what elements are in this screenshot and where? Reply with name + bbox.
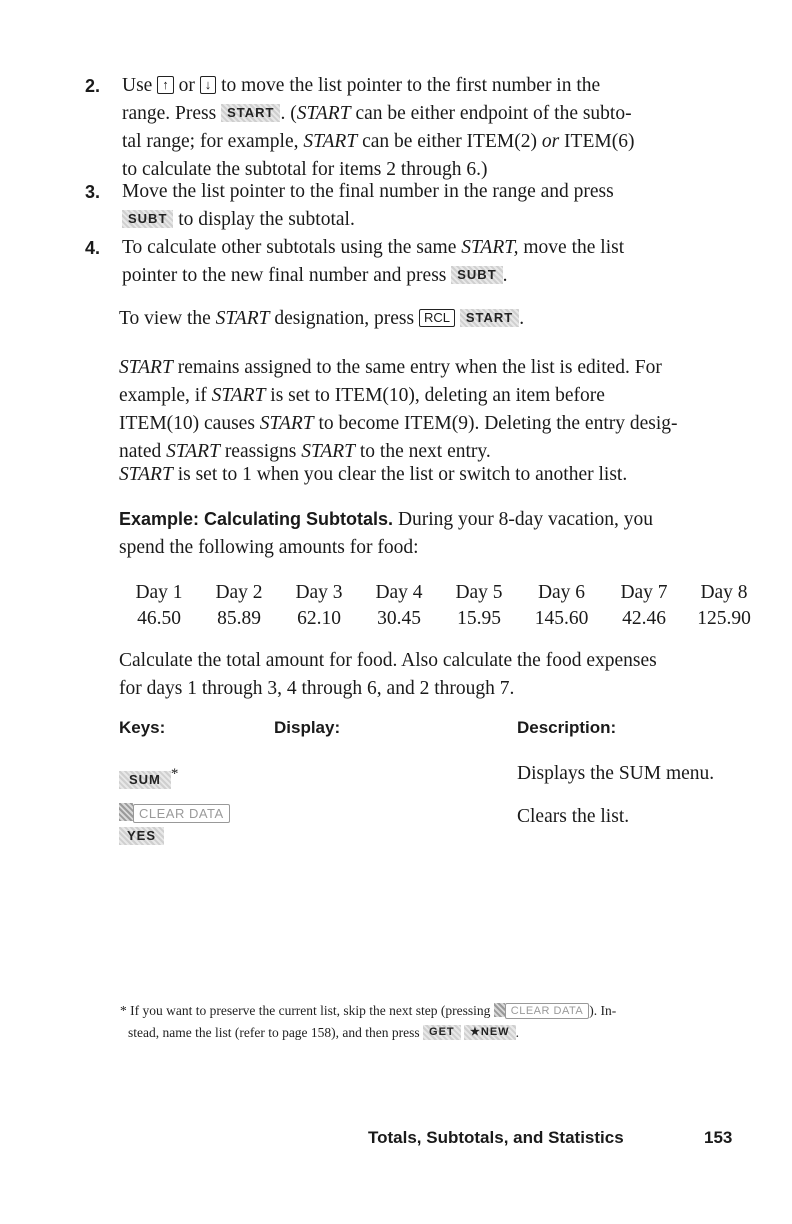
text: move the list [523,237,625,258]
amount-cell: 145.60 [534,608,589,629]
start-term: START [119,357,173,378]
day-header: Day 7 [620,582,668,603]
text: is set to 1 when you clear the list or switch to another list. [177,464,628,485]
text: ITEM(6) [564,131,635,152]
para-line [119,505,743,534]
text: remains assigned to the same entry when the list is edited. For [177,357,662,378]
start-term: START [211,385,266,406]
para-line [119,382,743,410]
clear-data-key: CLEAR DATA [505,1003,589,1019]
display-header: Display: [274,718,341,737]
keys-header: Keys: [119,718,166,737]
shift-key-icon [494,1003,505,1017]
sum-softkey: SUM [119,771,171,789]
key-sequence-row [119,803,230,824]
text: to display the subtotal. [178,209,355,230]
text: * If you want to preserve the current list, skip the next step (pressing [120,1003,491,1018]
text: can be either ITEM(2) [362,131,537,152]
text: to become ITEM(9). Deleting the entry desig- [318,413,678,434]
text: can be either endpoint of the subto- [355,103,632,124]
step-number: 3. [85,182,101,202]
amount-cell: 30.45 [377,608,421,629]
clear-data-key: CLEAR DATA [133,804,230,823]
para-line [119,410,743,438]
text: To calculate other subtotals using the same [122,237,457,258]
text: reassigns [224,441,297,462]
text: ). In- [589,1003,617,1018]
example-heading: Example: Calculating Subtotals. [119,509,394,529]
text: or [178,75,195,96]
step-number: 2. [85,76,101,96]
start-term: START [296,103,351,124]
text: stead, name the list (refer to page 158), and then press [128,1025,420,1040]
day-header: Day 2 [215,582,263,603]
text: . [519,308,525,329]
text: . ( [280,103,297,124]
or-term: or [541,131,560,152]
step-line: to calculate the subtotal for items 2 through 6.) [122,159,488,180]
view-start-paragraph [119,305,743,333]
day-header: Day 8 [700,582,748,603]
down-arrow-key: ↓ [200,76,217,94]
example-paragraph [119,505,743,562]
rcl-key: RCL [419,309,455,327]
start-term: START, [461,237,519,258]
step-2 [85,72,742,184]
chapter-title: Totals, Subtotals, and Statistics [368,1128,624,1147]
amount-cell: 15.95 [457,608,501,629]
start-term: START [301,441,356,462]
text: tal range; for example, [122,131,299,152]
start-term: START [119,464,173,485]
amount-cell: 46.50 [137,608,181,629]
key-sequence-row [119,827,164,847]
start-term: START [259,413,314,434]
text: ITEM(10) causes [119,413,255,434]
footnote-line [120,1000,745,1022]
up-arrow-key: ↑ [157,76,174,94]
text: example, if [119,385,207,406]
new-softkey: ★NEW [464,1025,516,1040]
para-line: Calculate the total amount for food. Also calculate the food expenses [119,650,657,671]
text: pointer to the new final number and press [122,265,447,286]
row-description: Displays the SUM menu. [517,763,715,784]
start-term: START [303,131,358,152]
day-header: Day 3 [295,582,343,603]
start-softkey: START [460,309,519,327]
text: range. Press [122,103,217,124]
text: Use [122,75,153,96]
key-sequence-row [119,760,178,791]
vacation-expenses-table [119,580,764,632]
yes-softkey: YES [119,827,164,845]
footnote-line [120,1022,745,1044]
step-line [122,72,742,100]
text: to the next entry. [359,441,491,462]
day-header: Day 4 [375,582,423,603]
step-line [122,128,742,156]
amount-cell: 125.90 [697,608,751,629]
subt-softkey: SUBT [122,210,173,228]
text: . [515,1025,519,1040]
day-header: Day 5 [455,582,503,603]
amount-cell: 85.89 [217,608,261,629]
text: is set to ITEM(10), deleting an item before [270,385,605,406]
amount-cell: 62.10 [297,608,341,629]
step-line: Move the list pointer to the final number in the range and press [122,181,614,202]
shift-key-icon [119,803,133,821]
description-header: Description: [517,718,617,737]
subt-softkey: SUBT [451,266,502,284]
step-line [122,206,742,234]
table-row [119,606,764,632]
calculate-paragraph [119,647,743,703]
step-3 [85,178,742,234]
text: nated [119,441,162,462]
para-line [119,354,743,382]
step-line [122,100,742,128]
start-softkey: START [221,104,280,122]
text: To view the [119,308,211,329]
footnote-mark: * [170,766,179,782]
get-softkey: GET [423,1025,461,1040]
footnote [120,1000,745,1044]
page-number: 153 [704,1128,733,1147]
start-term: START [166,441,220,462]
text: to move the list pointer to the first number in the [221,75,601,96]
text: During your 8-day vacation, you [397,509,653,530]
start-reset-paragraph [119,461,743,489]
table-row [119,580,764,606]
day-header: Day 1 [135,582,183,603]
start-edit-paragraph [119,354,743,466]
step-line [122,234,742,262]
para-line: for days 1 through 3, 4 through 6, and 2 through 7. [119,678,515,699]
step-number: 4. [85,238,101,258]
text: . [502,265,508,286]
amount-cell: 42.46 [622,608,666,629]
step-4 [85,234,742,290]
para-line: spend the following amounts for food: [119,537,419,558]
day-header: Day 6 [537,582,586,603]
step-line [122,262,742,290]
row-description: Clears the list. [517,806,630,827]
start-term: START [215,308,270,329]
text: designation, press [274,308,415,329]
